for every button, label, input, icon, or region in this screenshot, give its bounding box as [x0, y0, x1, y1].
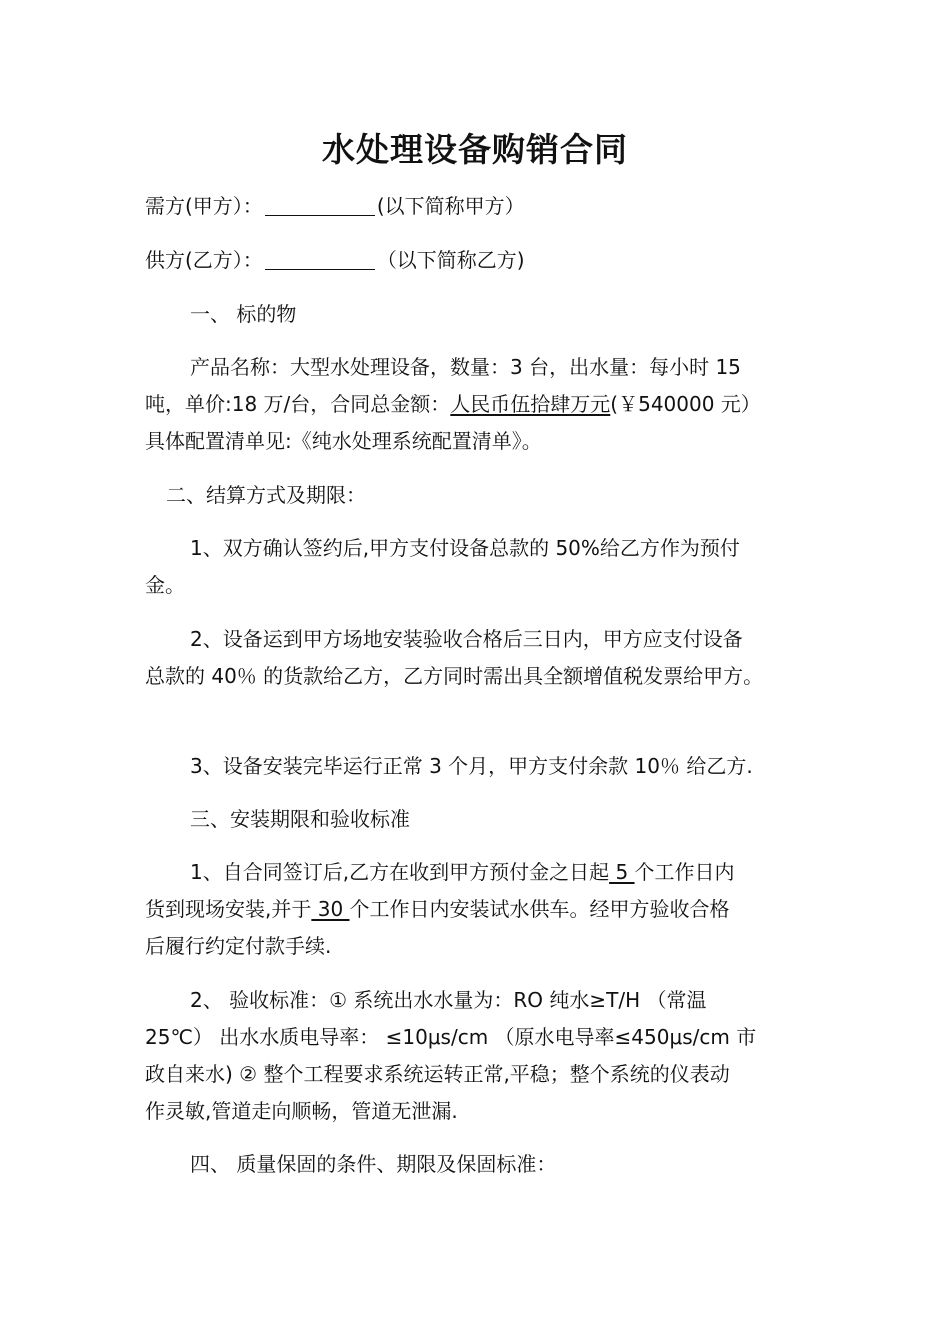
party-a-blank [265, 193, 375, 216]
section3-item1-line2-prefix: 货到现场安装,并于 [145, 897, 312, 921]
section3-item1-line1-suffix: 个工作日内 [634, 860, 735, 884]
section3-item1-line2 [145, 892, 815, 926]
section1-line1: 产品名称：大型水处理设备，数量：3 台，出水量：每小时 15 [190, 355, 741, 379]
section4-heading: 四、 质量保固的条件、期限及保固标准： [190, 1152, 557, 1176]
section3-item1-line3: 后履行约定付款手续. [145, 934, 332, 958]
section2-heading: 二、结算方式及期限： [166, 483, 366, 507]
section2-item1-line2: 金。 [145, 573, 185, 597]
section2-item2-line1: 2、设备运到甲方场地安装验收合格后三日内，甲方应支付设备 [190, 627, 743, 651]
section2-item2-line2: 总款的 40％ 的货款给乙方，乙方同时需出具全额增值税发票给甲方。 [145, 664, 764, 688]
contract-amount-words: 人民币伍拾肆万元 [450, 392, 611, 416]
party-b-label: 供方(乙方）： [145, 248, 263, 272]
party-b-suffix: （以下简称乙方) [376, 248, 525, 272]
section3-heading: 三、安装期限和验收标准 [190, 807, 410, 831]
section3-item1-line2-suffix: 个工作日内安装试水供车。经甲方验收合格 [349, 897, 730, 921]
installation-days-value: 30 [311, 897, 350, 921]
document-title: 水处理设备购销合同 [322, 130, 628, 169]
section3-item1-line1 [190, 855, 815, 889]
section3-item2-line3: 政自来水) ② 整个工程要求系统运转正常,平稳；整个系统的仪表动 [145, 1062, 730, 1086]
section3-item2-line4: 作灵敏,管道走向顺畅，管道无泄漏. [145, 1099, 458, 1123]
section1-heading: 一、 标的物 [190, 302, 297, 326]
contract-amount-number: (￥540000 元） [610, 392, 761, 416]
delivery-days-value: 5 [609, 860, 635, 884]
party-a-label: 需方(甲方）： [145, 194, 263, 218]
section1-line2-prefix: 吨，单价:18 万/台，合同总金额： [145, 392, 451, 416]
party-b-blank [265, 247, 375, 270]
section1-line2 [145, 387, 815, 421]
section1-line3: 具体配置清单见:《纯水处理系统配置清单》。 [145, 429, 542, 453]
section3-item2-line2: 25℃） 出水水质电导率： ≤10μs/cm （原水电导率≤450μs/cm 市 [145, 1025, 757, 1049]
section2-item3: 3、设备安装完毕运行正常 3 个月，甲方支付余款 10％ 给乙方. [190, 754, 753, 778]
section3-item1-line1-prefix: 1、自合同签订后,乙方在收到甲方预付金之日起 [190, 860, 610, 884]
party-a-suffix: (以下简称甲方） [376, 194, 525, 218]
section2-item1-line1: 1、双方确认签约后,甲方支付设备总款的 50%给乙方作为预付 [190, 536, 740, 560]
party-a-line [145, 189, 815, 223]
section3-item2-line1: 2、 验收标准：① 系统出水水量为：RO 纯水≥T/H （常温 [190, 988, 707, 1012]
party-b-line [145, 243, 815, 277]
